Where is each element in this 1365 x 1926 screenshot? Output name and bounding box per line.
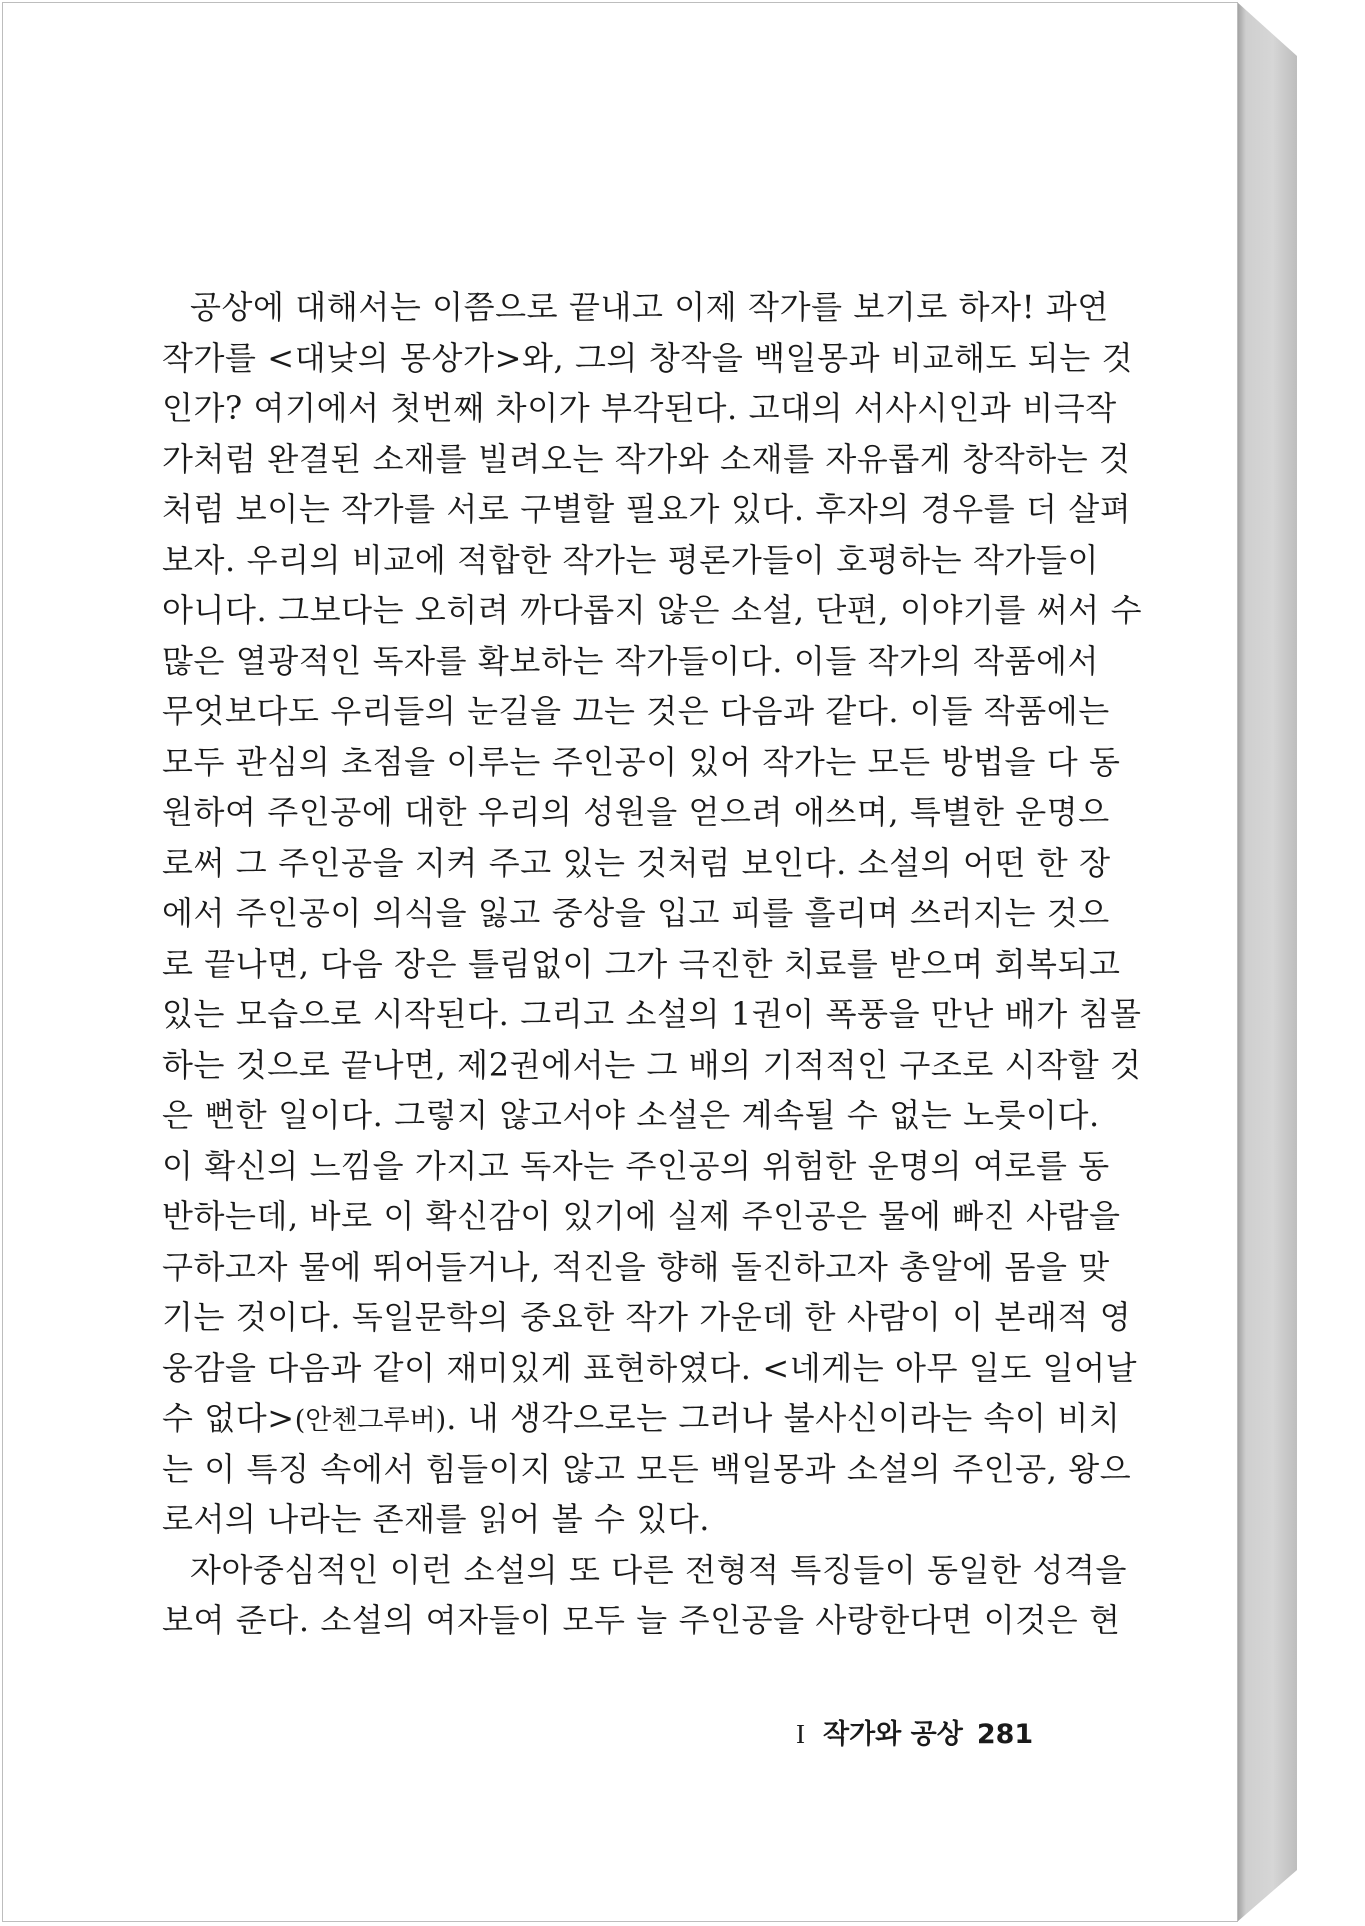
body-text [162,282,1143,1646]
text-line: 아니다. 그보다는 오히려 까다롭지 않은 소설, 단편, 이야기를 써서 수 [162,591,1143,629]
text-line: 처럼 보이는 작가를 서로 구별할 필요가 있다. 후자의 경우를 더 살펴 [162,490,1132,528]
text-line-with-citation [162,1393,1121,1444]
text-line: 로 끝나면, 다음 장은 틀림없이 그가 극진한 치료를 받으며 회복되고 [162,944,1121,983]
text-line: 있는 모습으로 시작된다. 그리고 소설의 1권이 폭풍을 만난 배가 침몰 [162,995,1142,1033]
text-line: 자아중심적인 이런 소설의 또 다른 전형적 특징들이 동일한 성격을 [190,1550,1128,1589]
text-line: 는 이 특징 속에서 힘들이지 않고 모든 백일몽과 소설의 주인공, 왕으 [162,1449,1132,1488]
text-line: 인가? 여기에서 첫번째 차이가 부각된다. 고대의 서사시인과 비극작 [162,389,1117,427]
text-line: 무엇보다도 우리들의 눈길을 끄는 것은 다음과 같다. 이들 작품에는 [162,692,1110,730]
chapter-title: 작가와 공상 [823,1719,963,1750]
text-line: 모두 관심의 초점을 이루는 주인공이 있어 작가는 모든 방법을 다 동 [162,742,1121,781]
text-line: 기는 것이다. 독일문학의 중요한 작가 가운데 한 사람이 이 본래적 영 [162,1298,1132,1336]
text-segment: 수 없다> [162,1399,295,1437]
citation-author: (안첸그루버) [294,1405,447,1436]
text-line: 은 뻔한 일이다. 그렇지 않고서야 소설은 계속될 수 없는 노릇이다. [162,1096,1100,1134]
text-line: 보자. 우리의 비교에 적합한 작가는 평론가들이 호평하는 작가들이 [162,540,1100,579]
text-line: 이 확신의 느낌을 가지고 독자는 주인공의 위험한 운명의 여로를 동 [162,1146,1110,1185]
text-line: 보여 준다. 소설의 여자들이 모두 늘 주인공을 사랑한다면 이것은 현 [162,1601,1121,1639]
book-page-edge [1237,2,1297,1922]
part-numeral: I [796,1719,805,1749]
text-line: 로서의 나라는 존재를 읽어 볼 수 있다. [162,1500,711,1538]
text-line: 하는 것으로 끝나면, 제2권에서는 그 배의 기적적인 구조로 시작할 것 [162,1045,1142,1084]
text-line: 많은 열광적인 독자를 확보하는 작가들이다. 이들 작가의 작품에서 [162,641,1100,680]
running-footer [796,1712,1034,1751]
text-line: 작가를 <대낮의 몽상가>와, 그의 창작을 백일몽과 비교해도 되는 것 [162,338,1134,377]
text-line: 반하는데, 바로 이 확신감이 있기에 실제 주인공은 물에 빠진 사람을 [162,1197,1121,1235]
text-line: 구하고자 물에 뛰어들거나, 적진을 향해 돌진하고자 총알에 몸을 맞 [162,1247,1110,1286]
text-line: 로써 그 주인공을 지켜 주고 있는 것처럼 보인다. 소설의 어떤 한 장 [162,843,1111,882]
text-line: 웅감을 다음과 같이 재미있게 표현하였다. <네게는 아무 일도 일어날 [162,1348,1138,1387]
page-number: 281 [976,1719,1034,1750]
text-segment: . 내 생각으로는 그러나 불사신이라는 속이 비치 [446,1399,1121,1437]
text-line: 가처럼 완결된 소재를 빌려오는 작가와 소재를 자유롭게 창작하는 것 [162,439,1131,478]
text-line: 원하여 주인공에 대한 우리의 성원을 얻으려 애쓰며, 특별한 운명으 [162,793,1110,831]
text-line: 에서 주인공이 의식을 잃고 중상을 입고 피를 흘리며 쓰러지는 것으 [162,894,1110,932]
text-line: 공상에 대해서는 이쯤으로 끝내고 이제 작가를 보기로 하자! 과연 [190,288,1109,326]
